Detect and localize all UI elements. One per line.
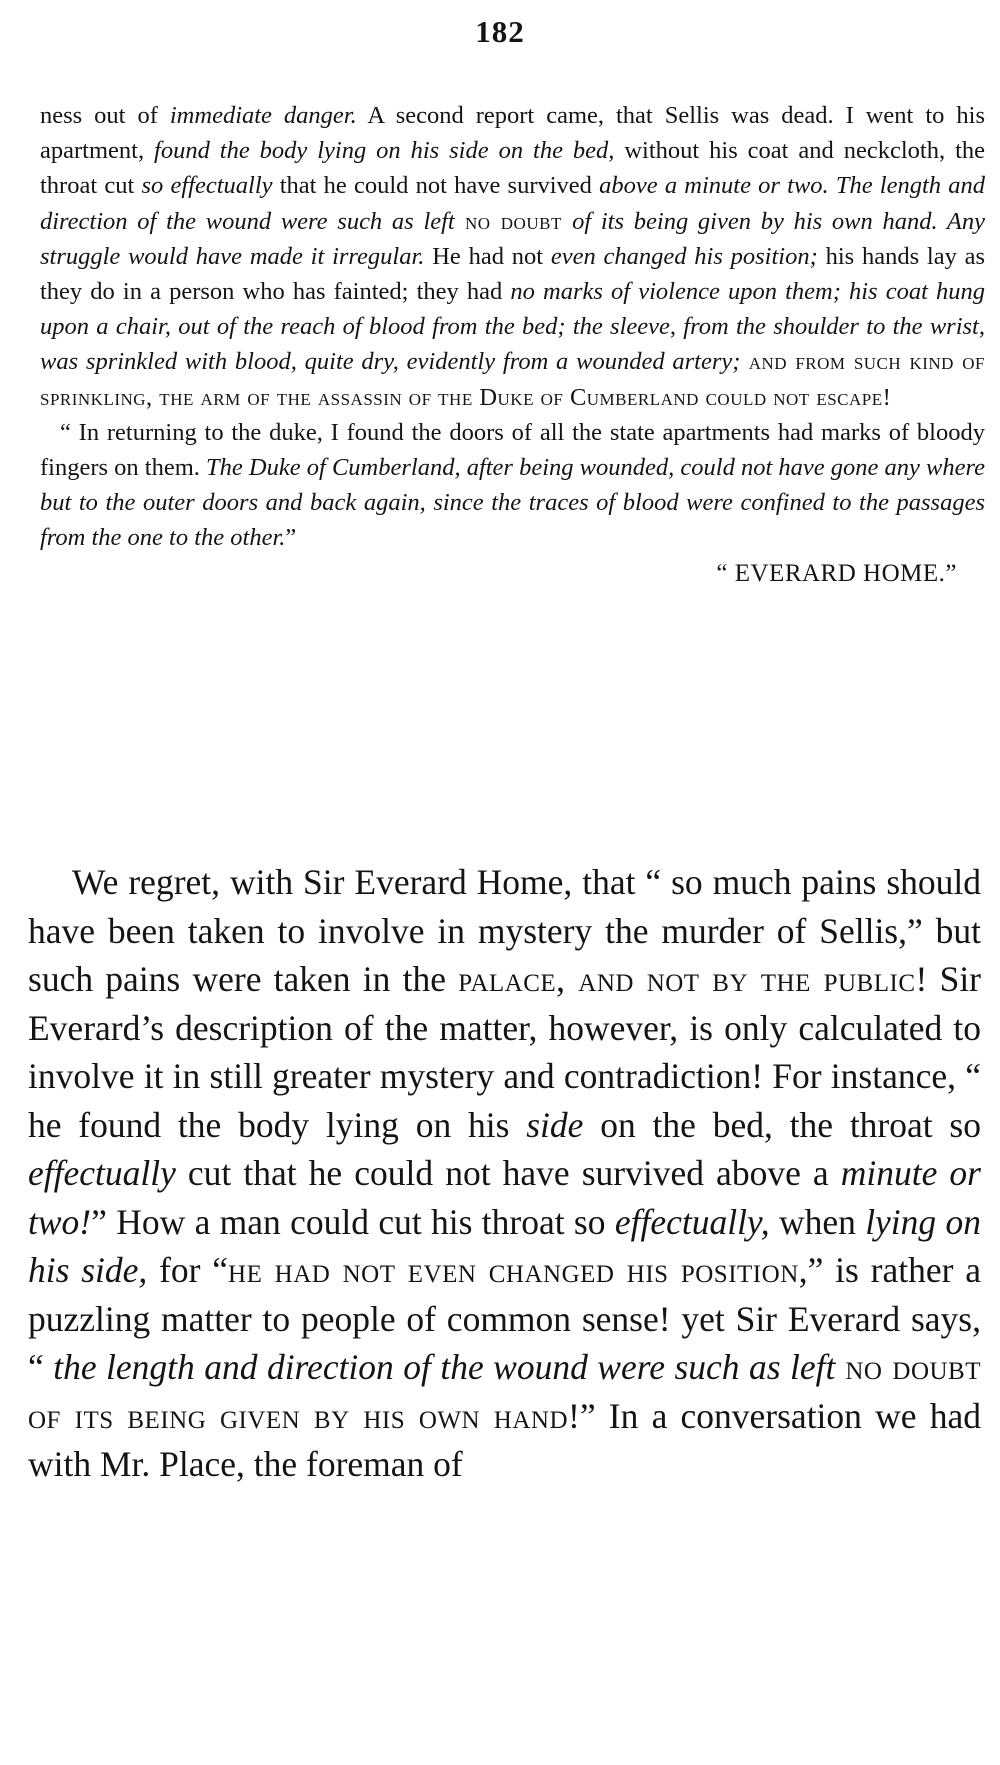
italic-run: of its being given by his own hand. Any struggle would have made it irregular.	[40, 207, 986, 270]
text-run: A second report came, that Sellis was dead. I went to his apartment,	[40, 102, 985, 165]
text-run: his hands lay as they do in a person who has fainted; they had	[40, 242, 986, 306]
small-caps-run: palace, and not by the public	[458, 959, 916, 999]
italic-run: immediate danger.	[169, 102, 357, 129]
italic-run: above a minute or two. The length and direction of the wound were such as left	[40, 172, 985, 235]
page-number: 182	[475, 14, 525, 49]
quoted-letter	[40, 98, 985, 591]
text-run: He had not	[424, 242, 551, 270]
italic-run: lying on his side,	[28, 1201, 982, 1290]
italic-run: The Duke of Cumberland, after being wounded, could not have gone any where but to the outer doors and back again, since the traces of blood were confined to the passages from the one to the other.	[40, 454, 985, 552]
text-run: when	[769, 1201, 866, 1242]
text-run: !	[882, 383, 891, 411]
text-run: ” How a man could cut his throat so	[91, 1201, 615, 1242]
italic-run: effectually,	[614, 1201, 770, 1242]
text-run: ,” is rather a puzzling matter to people of common sense! yet Sir Everard says, “	[28, 1250, 981, 1387]
text-run: for “	[147, 1250, 229, 1290]
italic-run: so effectually	[141, 172, 273, 200]
text-run: without his coat and neckcloth, the throat cut	[40, 137, 985, 200]
small-caps-run: no doubt of its being given by his own hand	[28, 1347, 981, 1436]
text-run: that he could not have survived	[272, 172, 600, 200]
italic-run: found the body lying on his side on the bed,	[154, 137, 615, 165]
quote-paragraph-1	[40, 98, 985, 415]
text-run: cut that he could not have survived above a	[175, 1153, 841, 1193]
italic-run: no marks of violence upon them; his coat hung upon a chair, out of the reach of blood from the bed; the sleeve, from the shoulder to the wrist, was sprinkled with blood, quite dry, evidently from a wounded artery;	[40, 278, 986, 376]
text-run: ”	[285, 524, 297, 552]
text-run: ! Sir Everard’s description of the matter, however, is only calculated to involve it in still greater mystery and contradiction! For instance, “ he found the body lying on his	[28, 959, 981, 1145]
quote-paragraph-2	[40, 415, 985, 556]
italic-run: side	[526, 1104, 584, 1145]
text-run: !” In a conversation we had with Mr. Place, the foreman of	[28, 1395, 981, 1484]
text-run: We regret, with Sir Everard Home, that “ so much pains should have been taken to involve in mystery the murder of Sellis,” but such pains were taken in the	[28, 862, 981, 999]
text-run: ness out of	[40, 102, 170, 129]
main-paragraph-1	[28, 858, 981, 1489]
italic-run: the length and direction of the wound were such as left	[53, 1347, 836, 1387]
italic-run: effectually	[28, 1153, 176, 1193]
small-caps-run: he had not even changed his position	[228, 1250, 799, 1290]
small-caps-run: no doubt	[454, 207, 573, 235]
main-body-text	[28, 858, 981, 1489]
quote-signature: “ EVERARD HOME.”	[716, 559, 957, 587]
italic-run: minute or two!	[28, 1153, 981, 1242]
text-run: on the bed, the throat so	[583, 1104, 981, 1145]
italic-run: even changed his position;	[550, 242, 818, 270]
text-run: “ In returning to the duke, I found the doors of all the state apartments had marks of bloody fingers on them.	[40, 418, 985, 482]
small-caps-run: and from such kind of sprinkling, the arm of the assassin of the Duke of Cumberland could not escape	[40, 348, 985, 411]
